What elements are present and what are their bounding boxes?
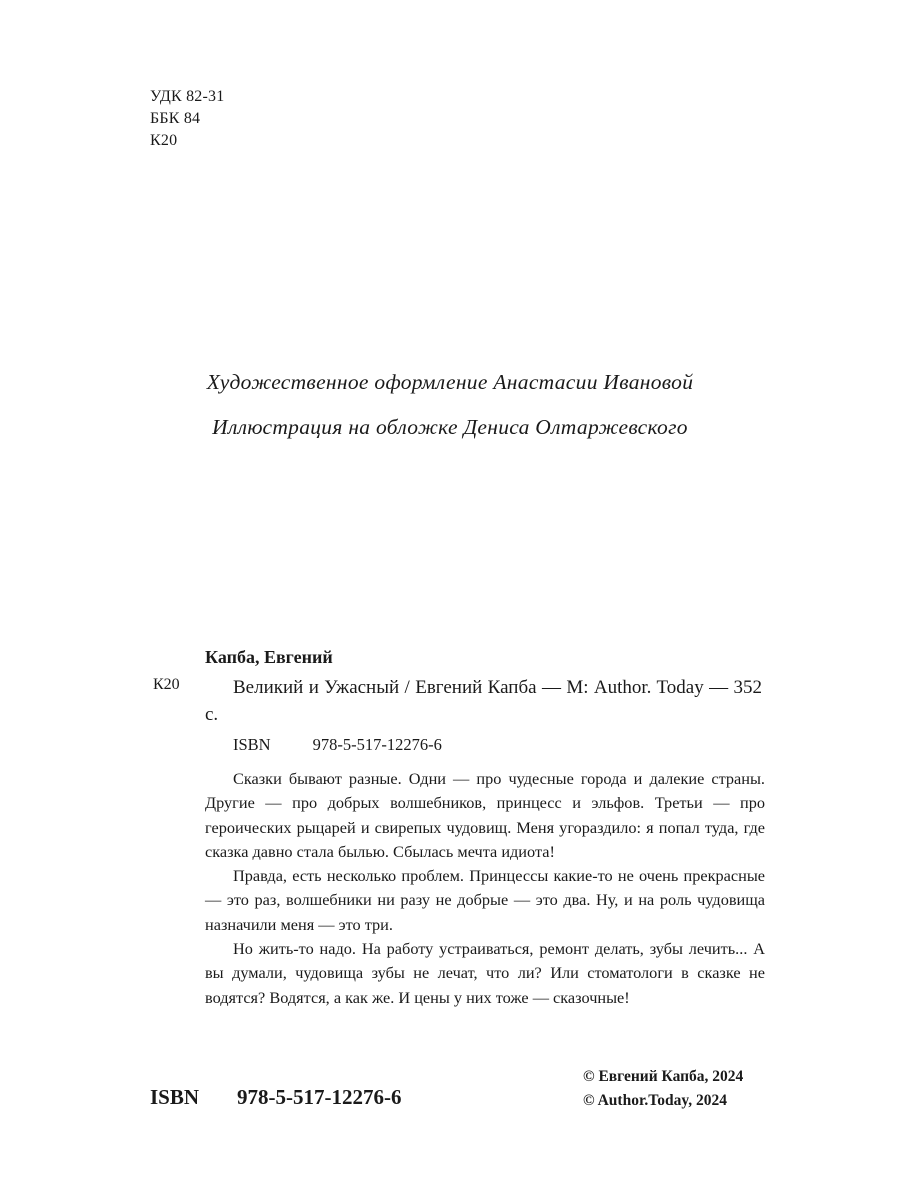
copyright-block (583, 1065, 743, 1113)
bbk-code: ББК 84 (150, 110, 201, 127)
annotation-paragraph: Сказки бывают разные. Одни — про чудесные города и далекие страны. Другие — про добрых волшебников, принцесс и эльфов. Третьи — про героических рыцарей и свирепых чудовищ. Меня угораздило: я попал туда, где сказка давно стала былью. Сбылась мечта идиота! (205, 769, 765, 861)
footer-isbn-label: ISBN (150, 1085, 200, 1109)
copyright-author: © Евгений Капба, 2024 (583, 1068, 744, 1085)
isbn-label: ISBN (233, 735, 271, 754)
bibliographic-description: Великий и Ужасный / Евгений Капба — М: Author. Today — 352 с. (205, 677, 762, 725)
udk-code: УДК 82-31 (150, 88, 225, 105)
annotation-paragraph: Правда, есть несколько проблем. Принцессы какие-то не очень прекрасные — это раз, волшебники ни разу не добрые — это два. Ну, и на роль чудовища назначили меня — это три. (205, 866, 765, 934)
footer-isbn-number: 978-5-517-12276-6 (237, 1085, 402, 1109)
copyright-publisher: © Author.Today, 2024 (583, 1092, 727, 1109)
classification-block (150, 86, 224, 152)
cover-illustration-credit: Иллюстрация на обложке Дениса Олтаржевского (212, 415, 688, 439)
footer-isbn (150, 1085, 402, 1110)
isbn-line (233, 735, 442, 755)
author-mark: К20 (153, 676, 180, 693)
design-credit: Художественное оформление Анастасии Ивановой (206, 370, 694, 394)
annotation-paragraph: Но жить-то надо. На работу устраиваться, ремонт делать, зубы лечить... А вы думали, чудовища зубы не лечат, что ли? Или стоматологи в сказке не водятся? Водятся, а как же. И цены у них тоже — сказочные! (205, 939, 765, 1007)
author-heading: Капба, Евгений (205, 647, 333, 667)
isbn-number: 978-5-517-12276-6 (312, 735, 442, 754)
annotation (205, 767, 765, 1010)
author-mark-code: К20 (150, 132, 178, 149)
